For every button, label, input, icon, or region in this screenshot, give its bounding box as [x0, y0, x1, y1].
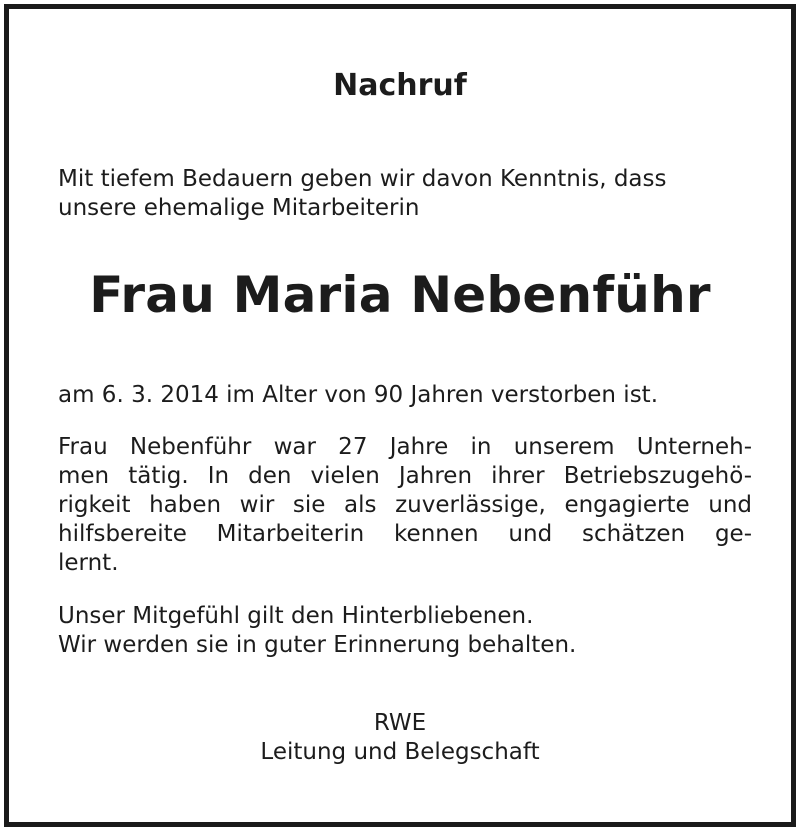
intro-line-1: Mit tiefem Bedauern geben wir davon Kenntnis, dass — [58, 166, 667, 192]
deceased-name: Frau Maria Nebenführ — [89, 266, 711, 324]
career-line-5: lernt. — [58, 550, 119, 576]
notice-title: Nachruf — [333, 68, 467, 103]
career-line-4: hilfsbereite Mitarbeiterin kennen und schätzen ge- — [58, 521, 752, 547]
career-line-2: men tätig. In den vielen Jahren ihrer Betriebszugehö- — [58, 463, 752, 489]
obituary-notice — [4, 4, 796, 827]
signature-company: RWE — [373, 710, 427, 736]
intro-line-2: unsere ehemalige Mitarbeiterin — [58, 195, 420, 221]
closing-line-1: Unser Mitgefühl gilt den Hinterbliebenen. — [58, 603, 534, 629]
career-line-3: rigkeit haben wir sie als zuverlässige, engagierte und — [58, 492, 752, 518]
death-line: am 6. 3. 2014 im Alter von 90 Jahren verstorben ist. — [58, 382, 659, 408]
career-line-1: Frau Nebenführ war 27 Jahre in unserem Unterneh- — [58, 434, 752, 460]
signature-department: Leitung und Belegschaft — [260, 739, 540, 765]
closing-line-2: Wir werden sie in guter Erinnerung behalten. — [58, 632, 577, 658]
